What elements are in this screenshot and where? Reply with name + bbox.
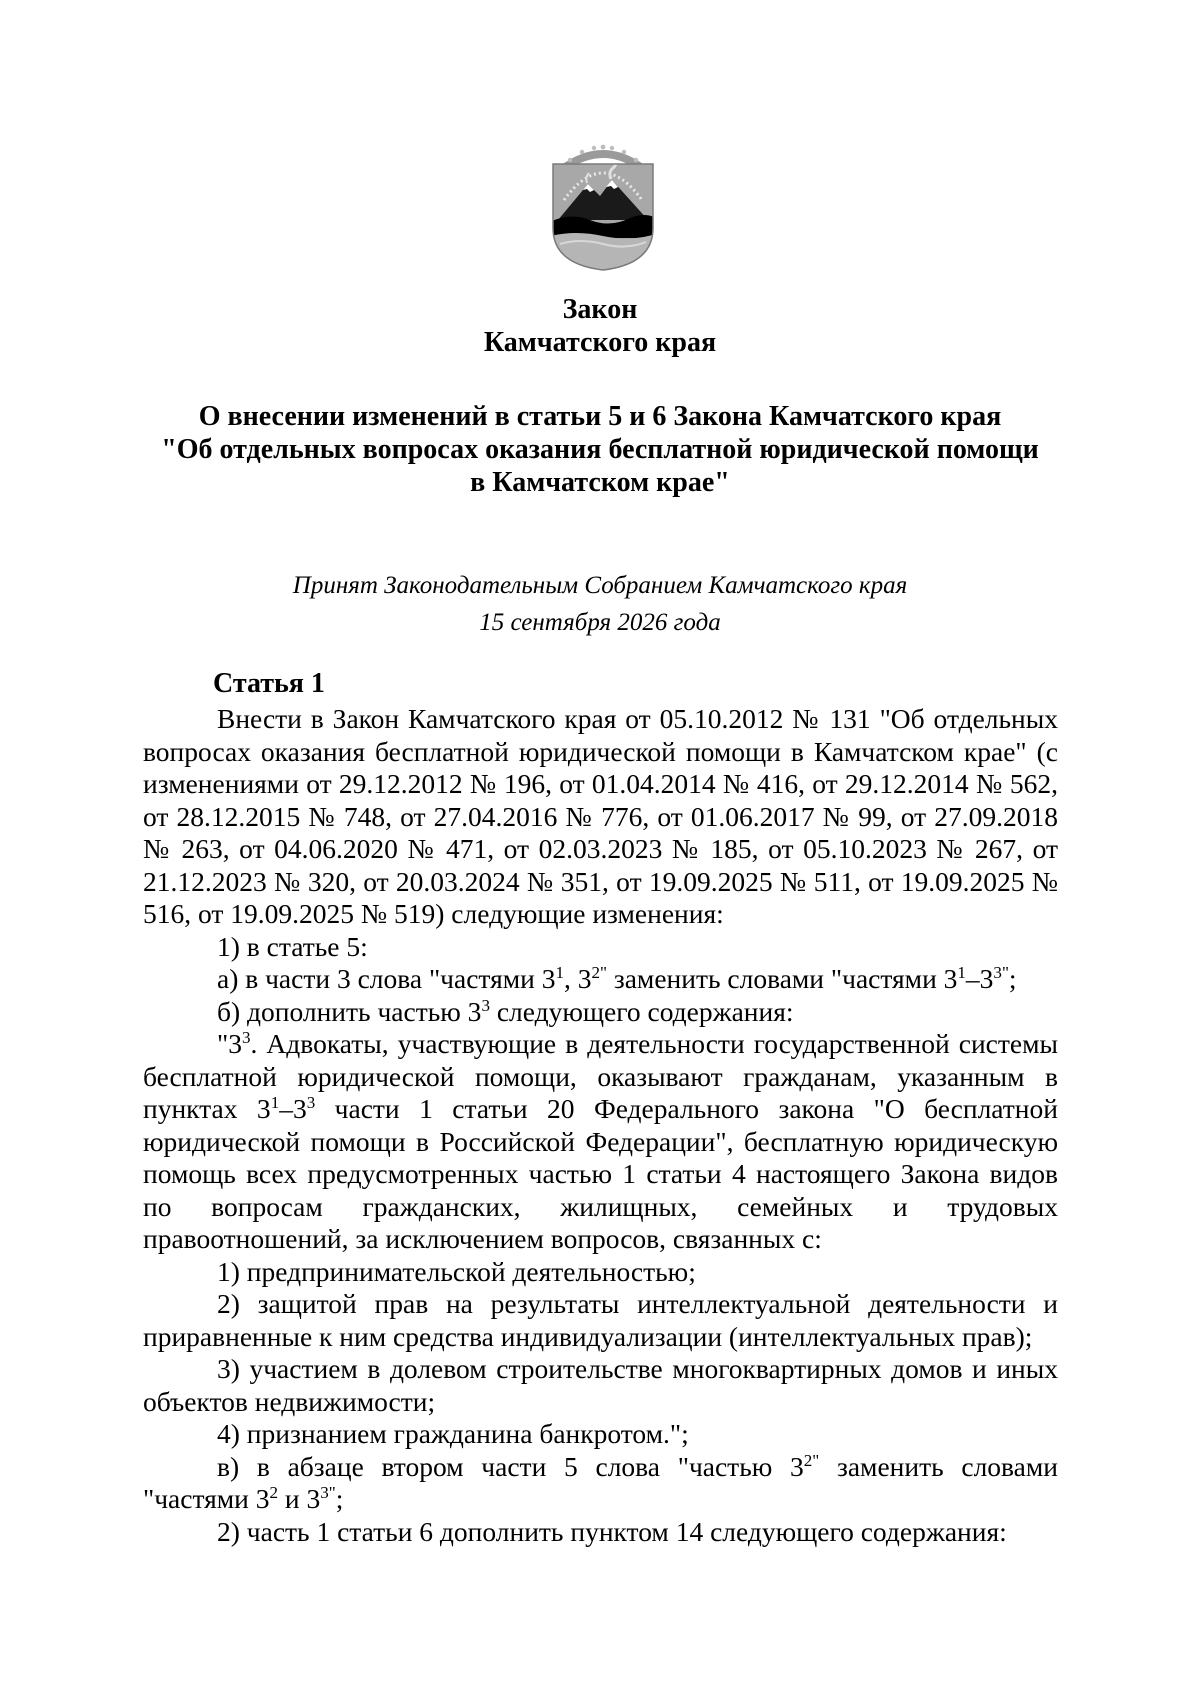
adoption-note [140, 567, 1060, 641]
exclusion-1-paragraph: 1) предпринимательской деятельностью; [217, 1255, 696, 1287]
quoted-part-paragraph: "$3^3$. Адвокаты, участвующие в деятельности государственной системы бесплатной юридической помощи, оказывают гражданам, указанным в пунктах $3^1-3^3$ части 1 статьи 20 Федерального закона "О бесплатной юридической помощи в Российской Федерации", бесплатную юридическую помощь всех предусмотренных частью 1 статьи 4 настоящего Закона видов по вопросам гражданских, жилищных, семейных и трудовых правоотношений, за исключением вопросов, связанных с: [143, 1027, 1058, 1254]
region-label: Камчатского края [483, 327, 717, 358]
exclusion-4-paragraph: 4) признанием гражданина банкротом."; [217, 1418, 689, 1449]
article-intro-paragraph: Внести в Закон Камчатского края от 05.10.2012 № 131 "Об отдельных вопросах оказания бесплатной юридической помощи в Камчатском крае" (с изменениями от 29.12.2012 № 196, от 01.04.2014 № 416, от 29.12.2014 № 562, от 28.12.2015 № 748, от 27.04.2016 № 776, от 01.06.2017 № 99, от 27.09.2018 № 263, от 04.06.2020 № 471, от 02.03.2023 № 185, от 05.10.2023 № 267, от 21.12.2023 № 320, от 20.03.2024 № 351, от 19.09.2025 № 511, от 19.09.2025 № 516, от 19.09.2025 № 519) следующие изменения: [143, 703, 1058, 929]
exclusion-2-paragraph: 2) защитой прав на результаты интеллектуальной деятельности и приравненные к ним средства индивидуализации (интеллектуальных прав); [143, 1288, 1058, 1352]
law-subject [140, 400, 1060, 499]
law-subject-line: "Об отдельных вопросах оказания бесплатной юридической помощи [161, 434, 1039, 465]
exclusion-3-paragraph: 3) участием в долевом строительстве многоквартирных домов и иных объектов недвижимости; [143, 1353, 1058, 1417]
law-label: Закон [562, 294, 638, 325]
item-v-paragraph: в) в абзаце втором части 5 слова "частью $3^{2"}$ заменить словами "частями $3^2$ и $3^{3"}$; [143, 1450, 1058, 1514]
law-subject-line: в Камчатском крае" [470, 467, 730, 498]
adoption-body: Принят Законодательным Собранием Камчатского края [292, 572, 908, 599]
item-a-paragraph: а) в части 3 слова "частями $3^1$, $3^{2"}$ заменить словами "частями $3^1-3^{3"}$; [217, 962, 1017, 994]
document-body [143, 667, 1058, 1548]
coat-of-arms-emblem [550, 140, 656, 272]
adoption-date: 15 сентября 2026 года [479, 609, 721, 636]
law-subject-line: О внесении изменений в статьи 5 и 6 Закона Камчатского края [198, 401, 1002, 432]
item-b-paragraph: б) дополнить частью $3^3$ следующего содержания: [217, 995, 794, 1027]
item-1-paragraph: 1) в статье 5: [217, 930, 368, 962]
law-title [140, 293, 1060, 359]
article-title: Статья 1 [213, 668, 325, 699]
item-2-paragraph: 2) часть 1 статьи 6 дополнить пунктом 14 следующего содержания: [217, 1515, 1007, 1547]
